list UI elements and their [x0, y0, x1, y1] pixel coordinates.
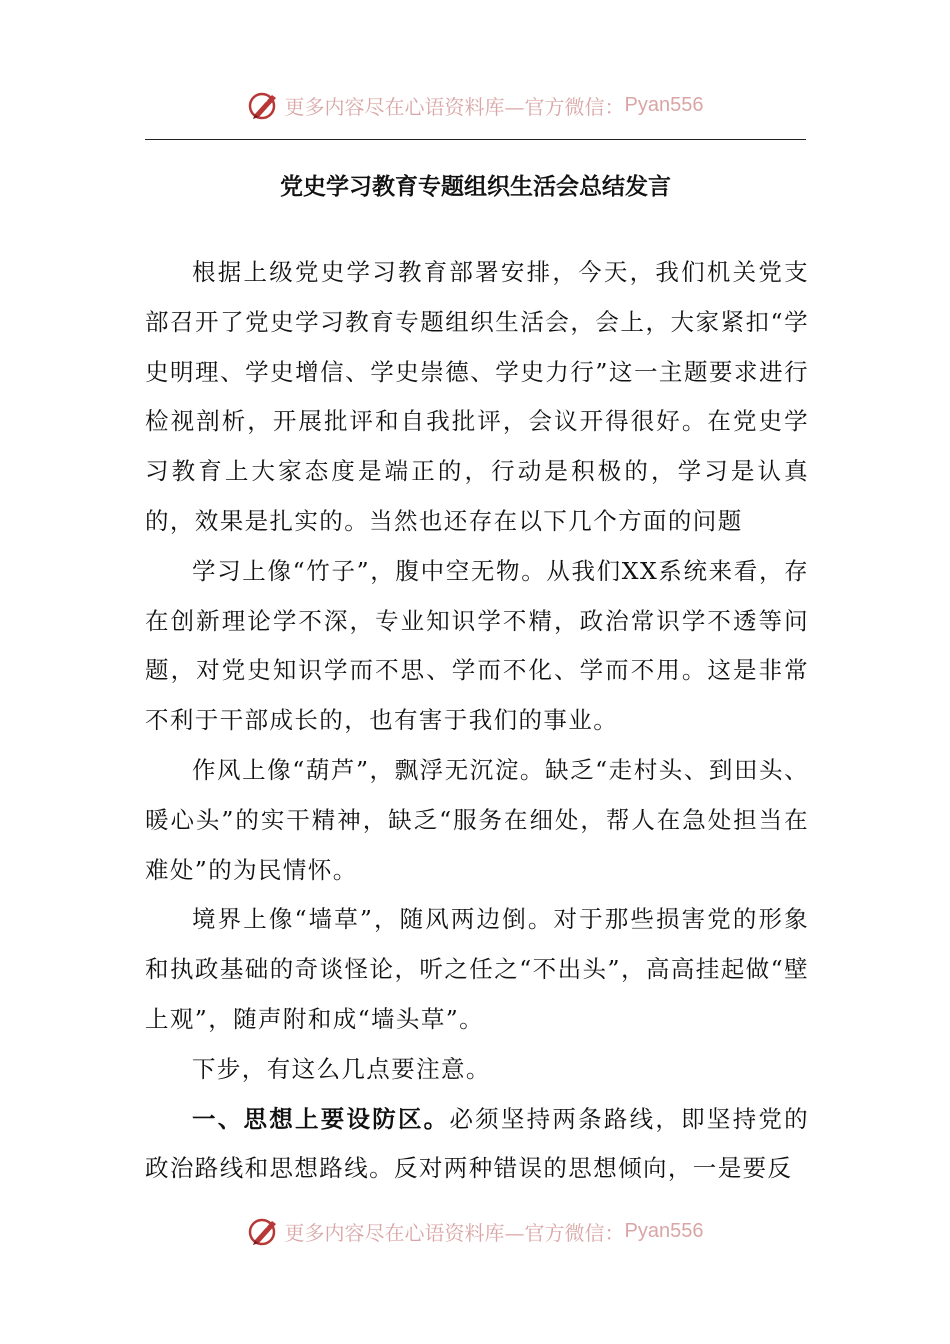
paragraph-1: 根据上级党史学习教育部署安排，今天，我们机关党支部召开了党史学习教育专题组织生活会，会上，大家紧扣“学史明理、学史增信、学史崇德、学史力行”这一主题要求进行检视剖析，开展批评和自我批评，会议开得很好。在党史学习教育上大家态度是端正的，行动是积极的，学习是认真的，效果是扎实的。当然也还存在以下几个方面的问题	[145, 258, 809, 535]
section-heading-1: 一、思想上要设防区。	[192, 1104, 450, 1133]
paragraph-5: 下步，有这么几点要注意。	[192, 1054, 491, 1083]
section-text-1: 必须坚持两条路线，即坚持党的政治路线和思想路线。反对两种错误的思想倾向，一是要反	[145, 1104, 809, 1183]
paragraph-2: 学习上像“竹子”，腹中空无物。从我们XX系统来看，存在创新理论学不深，专业知识学不精，政治常识学不透等问题，对党史知识学而不思、学而不化、学而不用。这是非常不利于干部成长的，也有害于我们的事业。	[145, 556, 809, 735]
document-title: 党史学习教育专题组织生活会总结发言	[280, 173, 671, 200]
header-divider	[145, 139, 806, 140]
footer-watermark	[0, 1206, 950, 1256]
pen-logo-icon	[247, 1214, 281, 1248]
paragraph-4: 境界上像“墙草”，随风两边倒。对于那些损害党的形象和执政基础的奇谈怪论，听之任之“不出头”，高高挂起做“壁上观”，随声附和成“墙头草”。	[145, 905, 809, 1033]
document-body	[145, 248, 809, 1194]
header-watermark	[0, 80, 950, 130]
watermark-text: 更多内容尽在心语资料库—官方微信：	[284, 94, 625, 119]
pen-logo-icon	[247, 88, 281, 122]
watermark-wechat-id: Pyan556	[624, 93, 704, 116]
paragraph-6	[145, 1095, 809, 1195]
watermark-text: 更多内容尽在心语资料库—官方微信：	[284, 1220, 625, 1245]
paragraph-3: 作风上像“葫芦”，飘浮无沉淀。缺乏“走村头、到田头、暖心头”的实干精神，缺乏“服务在细处，帮人在急处担当在难处”的为民情怀。	[145, 755, 809, 884]
watermark-wechat-id: Pyan556	[624, 1219, 704, 1242]
